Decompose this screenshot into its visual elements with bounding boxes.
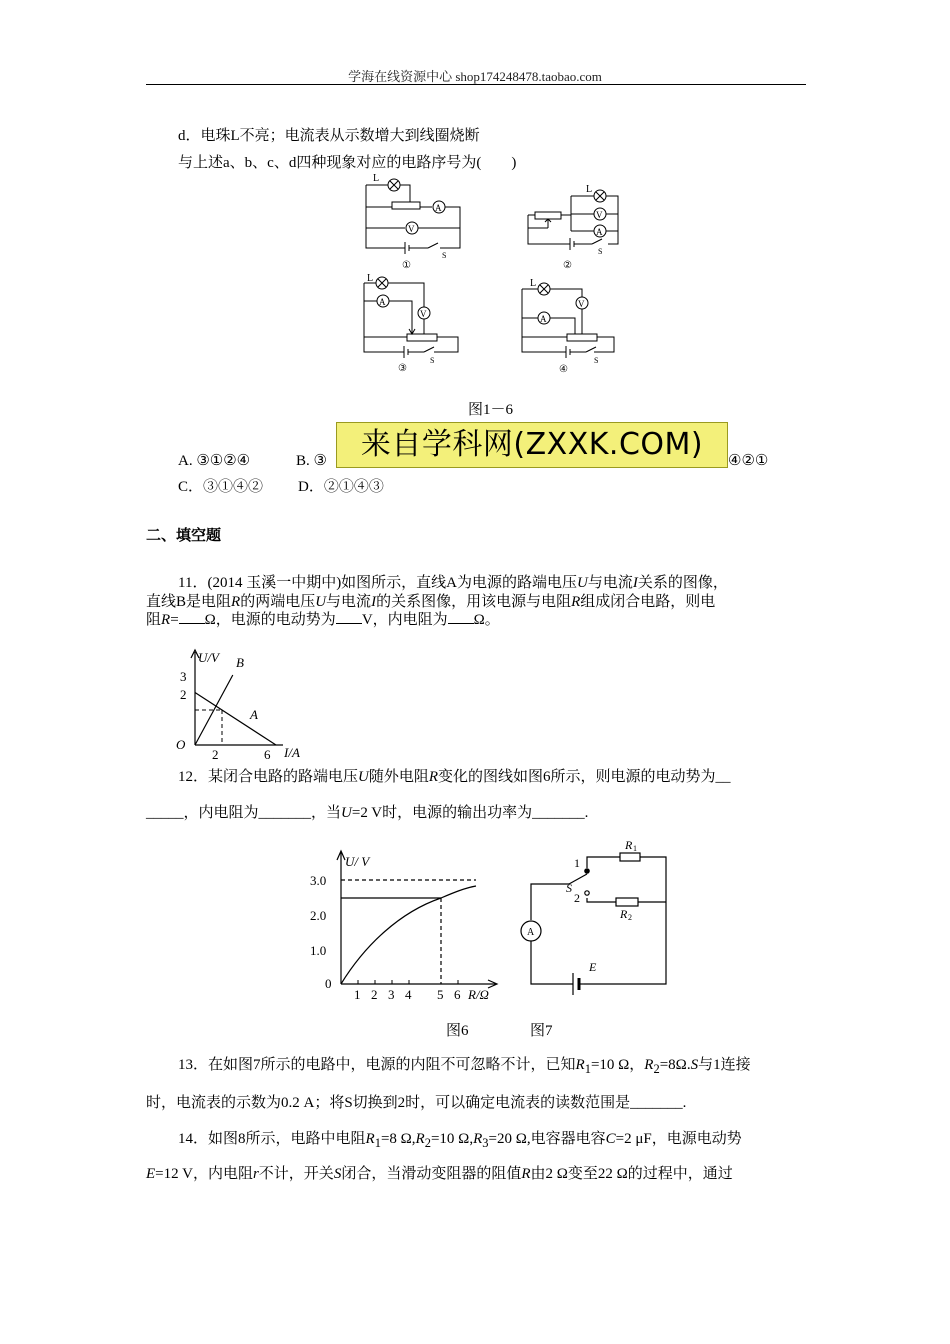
svg-text:V: V [596, 210, 603, 220]
q11-line-a-label: A [250, 707, 258, 722]
fig7-r2 [616, 898, 638, 906]
fig6-ytick-3: 3.0 [310, 873, 327, 888]
q14-line1: 14．如图8所示，电路中电阻$R_1=8$ $\Omega,R_2=10$ $\Omega,R_3=20$ Ω,电容器电容C=2 μF，电源电动势 [178, 1131, 742, 1150]
svg-text:5: 5 [437, 987, 444, 1002]
svg-text:L: L [530, 278, 537, 289]
section-title: 二、填空题 [146, 528, 222, 544]
q11-ui-graph [160, 640, 310, 760]
svg-text:1: 1 [574, 856, 580, 870]
svg-text:A: A [540, 314, 547, 324]
figure-1-6-caption: 图1－6 [468, 402, 514, 418]
q11-y-axis-label: U/V [198, 650, 219, 665]
fig6-y-label: U/ V [345, 854, 370, 869]
svg-text:S: S [598, 247, 603, 256]
circuit-2-label: ② [563, 260, 572, 271]
fig6-curve [341, 886, 476, 984]
q11-x-axis-label: I/A [284, 745, 300, 760]
svg-text:E: E [589, 960, 597, 974]
svg-text:2: 2 [628, 913, 632, 922]
figure-6-caption: 图6 [446, 1023, 469, 1039]
option-c: C．③①④② [178, 479, 264, 495]
q10-prompt: 与上述a、b、c、d四种现象对应的电路序号为( ) [178, 155, 517, 171]
figure-1-6-circuits [355, 172, 635, 378]
option-a: A. ③①②④ [178, 453, 251, 469]
svg-text:4: 4 [405, 987, 412, 1002]
svg-text:S: S [430, 356, 435, 365]
circuit-1 [366, 173, 460, 271]
svg-text:1: 1 [354, 987, 361, 1002]
q12-line2: _____，内电阻为_______，当U=2 V时，电源的输出功率为_______. [146, 805, 589, 821]
q11-xtick-6: 6 [264, 747, 271, 760]
svg-text:R: R [620, 907, 628, 921]
svg-text:S: S [442, 251, 447, 260]
svg-text:2: 2 [574, 891, 580, 905]
svg-text:A: A [527, 927, 535, 938]
option-d: D．②①④③ [298, 479, 384, 495]
svg-text:3: 3 [388, 987, 395, 1002]
svg-text:A: A [435, 203, 442, 213]
q11-line2: 直线B是电阻R的两端电压U与电流I的关系图像，用该电源与电阻R组成闭合电路，则电 [146, 594, 716, 610]
svg-text:A: A [379, 297, 386, 307]
page-header: 学海在线资源中心 shop174248478.taobao.com [348, 69, 602, 84]
svg-text:A: A [596, 227, 603, 237]
svg-text:V: V [420, 309, 427, 319]
watermark-banner: 来自学科网(ZXXK.COM) [336, 422, 728, 468]
fig7-r1 [620, 853, 640, 861]
q10-line-d: d．电珠L不亮；电流表从示数增大到线圈烧断 [178, 128, 480, 144]
svg-text:6: 6 [454, 987, 461, 1002]
circuit-3 [364, 273, 458, 374]
svg-text:S: S [594, 356, 599, 365]
q11-series-line-a [195, 693, 276, 746]
fig6-ytick-2: 2.0 [310, 908, 327, 923]
option-b-end: ④②① [728, 453, 769, 469]
circuit-1-lamp-label: L [373, 173, 380, 184]
q14-line2: E=12 V，内电阻r不计，开关S闭合，当滑动变阻器的阻值R由2 Ω变至22 Ω的过程中，通过 [146, 1166, 733, 1182]
q11-line-b-label: B [236, 655, 244, 670]
circuit-4-label: ④ [559, 364, 568, 375]
figure-7-circuit [515, 835, 680, 1000]
header-rule [146, 84, 806, 85]
q11-series-line-b [195, 675, 233, 745]
q11-line3: 阻R= Ω，电源的电动势为 V，内电阻为 Ω。 [146, 612, 500, 628]
svg-text:R: R [625, 838, 633, 852]
circuit-2 [528, 184, 618, 271]
q13-line1: 13．在如图7所示的电路中，电源的内阻不可忽略不计，已知$R_1=10$ Ω，$R_2=8\Omega.S$与1连接 [178, 1057, 751, 1076]
circuit-3-label: ③ [398, 363, 407, 374]
q12-line1: 12．某闭合电路的路端电压U随外电阻R变化的图线如图6所示，则电源的电动势为__ [178, 769, 731, 785]
fig6-x-label: R/Ω [468, 987, 489, 1002]
figure-6-ur-graph [300, 845, 505, 1005]
q13-line2: 时，电流表的示数为0.2 A；将S切换到2时，可以确定电流表的读数范围是_______. [146, 1095, 687, 1111]
svg-text:1: 1 [633, 844, 637, 853]
svg-text:S: S [566, 881, 572, 895]
q11-ytick-3: 3 [180, 669, 187, 684]
svg-text:V: V [408, 224, 415, 234]
svg-text:L: L [586, 184, 593, 195]
fig6-ytick-0: 0 [325, 976, 332, 991]
svg-text:V: V [578, 299, 585, 309]
circuit-4 [522, 278, 614, 375]
circuit-1-label: ① [402, 260, 411, 271]
fig6-ytick-1: 1.0 [310, 943, 327, 958]
q11-xtick-2: 2 [212, 747, 219, 760]
q11-line1: 11．(2014 玉溪一中期中)如图所示，直线A为电源的路端电压U与电流I关系的图像， [178, 575, 728, 591]
figure-7-caption: 图7 [530, 1023, 553, 1039]
q11-origin-label: O [176, 737, 186, 752]
svg-text:L: L [367, 273, 374, 284]
q11-ytick-2: 2 [180, 687, 187, 702]
svg-text:2: 2 [371, 987, 378, 1002]
option-b-start: B. ③ [296, 453, 327, 469]
